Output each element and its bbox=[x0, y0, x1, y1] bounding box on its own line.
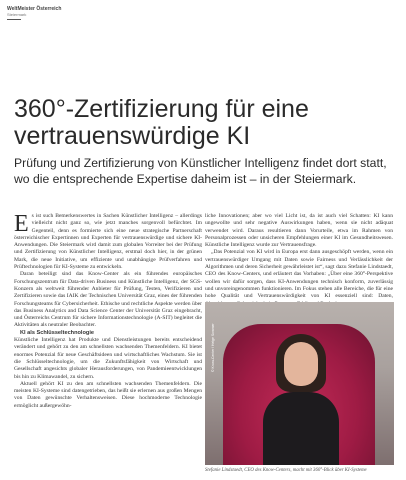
photo-caption: Stefanie Lindstaedt, CEO des Know-Centers, macht mit 360°-Blick über KI-Systeme bbox=[205, 468, 367, 473]
paragraph: Künstliche Intelligenz hat Produkte und Dienstleistungen bereits entscheidend verändert und gehört zu den am schnellsten wachsenden Themenfeldern. KI bietet enormes Potenzial für neue Geschäftsideen und wirtschaftliches Wachstum. Sie ist die Schlüsseltechnologie, um die Zukunftsfähigkeit von Wirtschaft und Gesellschaft angesichts globaler Herausforderungen, von Pandemieentwicklungen bis hin zu Klimawandel, zu sichern. bbox=[14, 337, 202, 380]
publication-region: Steiermark bbox=[7, 12, 27, 17]
paragraph: „Das Potenzial von KI wird in Europa erst dann ausgeschöpft werden, wenn ein vertrauenswürdiger Umgang mit Daten sowie Fairness und Verlässlichkeit der Algorithmen und deren Sicherheit gewährleistet ist“, sagt dazu Stefanie Lindstaedt, CEO des Know-Centers, und erläutert das Vorhaben: „Über eine 360°-Perspektive wollen wir dafür sorgen, dass KI-Anwendungen technisch konform, zuverlässig und unvoreingenommen funktionieren. Im Fokus stehen alle Bereiche, die für eine hohe Qualität und Vertrauenswürdigkeit von KI essenziell sind: Daten, bbox=[205, 249, 393, 300]
dropcap: E bbox=[14, 211, 29, 237]
paragraph: Aktuell gehört KI zu den am schnellsten wachsenden Themenfeldern. Die meisten KI-Systeme sind datengetrieben, das heißt sie erlernen aus großen Mengen von Daten gewünschte Verhaltensweisen. Diese hochmoderne Technologie ermöglicht außergewöhn- bbox=[14, 380, 202, 409]
paragraph: liche Innovationen; aber wo viel Licht ist, da ist auch viel Schatten: KI kann ungewollte und sehr negative Auswirkungen haben, wenn sie nicht adäquat verwendet wird. Daraus resultieren dann Vorurteile, etwa im Rahmen von Personalprozessen oder unsicheren Empfehlungen einer KI im Gesundheitswesen. Künstliche Intelligenz wurde zur Vertrauensfrage. bbox=[205, 213, 393, 249]
person-body bbox=[263, 392, 339, 465]
article-title: 360°-Zertifizierung für eine vertrauenswürdige KI bbox=[14, 95, 309, 150]
article-column-right bbox=[205, 213, 393, 308]
paragraph: Daran beteiligt sind das Know-Center als ein führendes europäisches Forschungszentrum für Data-driven Business und Künstliche Intelligenz, der SGS-Konzern als weltweit führender Anbieter für Prüfung, Testen, Verifizieren und Zertifizieren sowie das IAIK der Technischen Universität Graz, eines der führenden Forschungsteams für Cybersicherheit. Ethische und rechtliche Aspekte werden über das Business Analytics and Data Science Center der Universität Graz eingebracht, und Österreichs Centrum für sichere Informationstechnologie (A-SIT) begleitet die Aktivitäten als neutraler Beobachter. bbox=[14, 271, 202, 329]
publication-name: WeltMeister Österreich bbox=[7, 6, 62, 12]
portrait-photo bbox=[205, 302, 394, 465]
section-heading: KI als Schlüsseltechnologie bbox=[20, 329, 94, 336]
publication-header bbox=[7, 6, 61, 17]
paragraph-text: s ist such Bemerkenswertes in Sachen Künstlicher Intelligenz – allerdings vielleicht nicht ganz so, wie jetzt manches sorgenvoll befürchtet. Im Gegenteil, denn es formierte sich eine neue strategische Partnerschaft österreichischer Expertinnen und Experten für vertrauenswürdige und sichere KI-Anwendungen. Die Steiermark wird damit zum globalen Vorreiter bei der Prüfung und Zertifizierung von Künstlicher Intelligenz, erstmal doch hier, in der grünen Mark, die neue Initiative, um effiziente und unabhängige Prüfverfahren und Prüftechnologien für KI-Systeme zu entwickeln. bbox=[14, 213, 202, 271]
paragraph bbox=[14, 213, 202, 271]
article-column-left bbox=[14, 213, 202, 410]
header-rule bbox=[7, 19, 21, 20]
article-subtitle: Prüfung und Zertifizierung von Künstlicher Intelligenz findet dort statt, wo die entsprechende Expertise daheim ist – in der Steiermark. bbox=[14, 156, 387, 186]
person-face bbox=[284, 342, 318, 386]
photo-credit: © Know-Center / Helge Sommer bbox=[211, 323, 215, 372]
